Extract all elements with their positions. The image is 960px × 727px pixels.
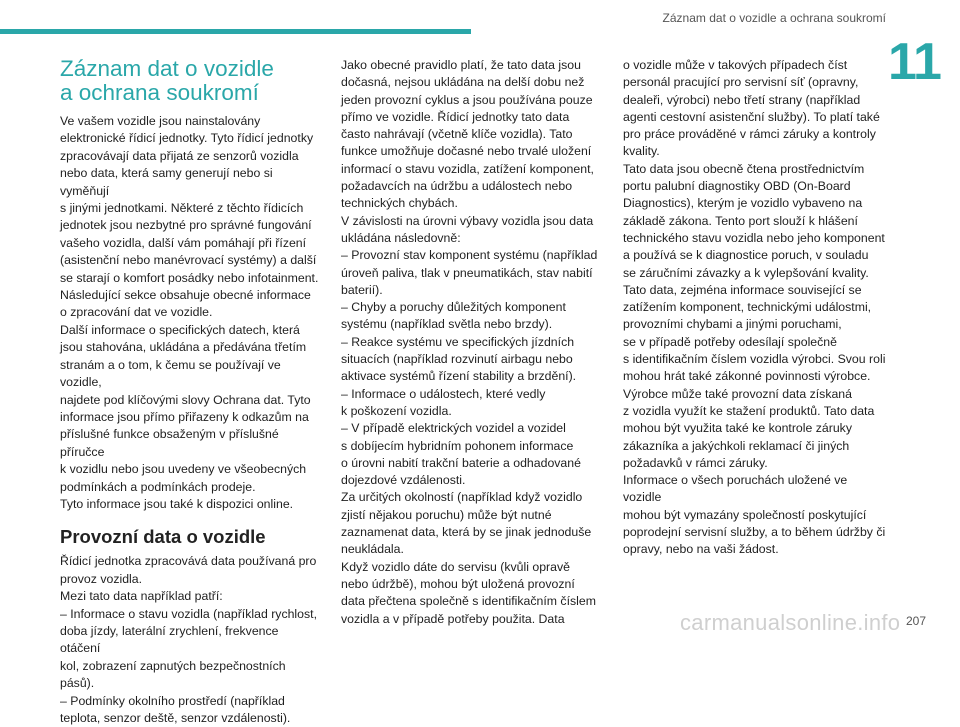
text-line: požadavků v rámci záruky. xyxy=(623,455,768,470)
text-line: vozidla a v případě potřeby použita. Data xyxy=(341,611,565,626)
text-line: Tato data, zejména informace související se xyxy=(623,282,862,297)
text-line: k poškození vozidla. xyxy=(341,403,452,418)
text-line: často nahrávají (včetně klíče vozidla). Tato xyxy=(341,127,573,142)
text-line: V závislosti na úrovni výbavy vozidla jsou data xyxy=(341,213,594,228)
text-line: Za určitých okolností (například když vozidlo xyxy=(341,490,583,505)
text-line: teplota, senzor deště, senzor vzdálenosti). xyxy=(60,711,291,725)
text-line: data přečtena společně s identifikačním číslem xyxy=(341,594,596,609)
text-line: o úrovni nabití trakční baterie a odhadované xyxy=(341,455,581,470)
text-line: stranám a o tom, k čemu se používají ve vozidle, xyxy=(60,357,281,390)
text-line: Výrobce může také provozní data získaná xyxy=(623,386,852,401)
chapter-number: 11 xyxy=(888,33,941,91)
text-line: nebo údržbě), mohou být uložená provozní xyxy=(341,576,575,591)
text-line: zjistí nějakou poruchu) může být nutné xyxy=(341,507,552,522)
text-line: mohou být vymazány společností poskytující xyxy=(623,507,867,522)
text-line: Informace o všech poruchách uložené ve vozidle xyxy=(623,473,848,505)
header-accent-bar xyxy=(0,29,471,34)
text-line: technických chybách. xyxy=(341,196,458,211)
text-line: Následující sekce obsahuje obecné informace xyxy=(60,288,311,303)
text-line: Řídicí jednotka zpracovává data používaná pro xyxy=(60,554,317,569)
text-line: situacích (například rozvinutí airbagu nebo xyxy=(341,352,573,367)
subsection-title: Provozní data o vozidle xyxy=(60,526,266,548)
text-line: nebo data, která samy generují nebo si vyměňují xyxy=(60,166,273,198)
text-line: Další informace o specifických datech, která xyxy=(60,322,300,337)
text-line: s dobíjecím hybridním pohonem informace xyxy=(341,438,574,453)
text-line: o zpracování dat ve vozidle. xyxy=(60,305,213,320)
text-line: funkce umožňuje dočasné nebo trvalé uložení xyxy=(341,144,592,159)
text-line: s identifikačním číslem vozidla výrobci. Svou roli xyxy=(623,352,886,367)
text-line: opravy, nebo na vaši žádost. xyxy=(623,542,779,557)
text-line: Mezi tato data například patří: xyxy=(60,589,223,604)
text-line: – Reakce systému ve specifických jízdních xyxy=(341,334,575,349)
column-2 xyxy=(341,57,606,628)
text-line: dealeři, výrobci) nebo třetí strany (například xyxy=(623,92,861,107)
text-line: zákazníka a jakýchkoli reklamací či jiných xyxy=(623,438,850,453)
text-line: přímo ve vozidle. Řídicí jednotky tato data xyxy=(341,109,570,124)
text-line: aktivace systémů řízení stability a brzdění). xyxy=(341,369,577,384)
column-3-text xyxy=(623,57,887,559)
text-line: se záručními závazky a k vylepšování kvality. xyxy=(623,265,869,280)
text-line: Tyto informace jsou také k dispozici online. xyxy=(60,496,294,511)
text-line: Ve vašem vozidle jsou nainstalovány xyxy=(60,114,261,128)
text-line: Tato data jsou obecně čtena prostřednictvím xyxy=(623,161,865,176)
text-line: – Informace o stavu vozidla (například rychlost, xyxy=(60,606,317,621)
text-line: doba jízdy, laterální zrychlení, frekvence otáčení xyxy=(60,623,279,656)
text-line: (asistenční nebo manévrovací systémy) a další xyxy=(60,253,317,268)
page-number: 207 xyxy=(906,614,927,628)
text-line: personál pracující pro servisní síť (opravny, xyxy=(623,75,859,90)
text-line: informací o stavu vozidla, zatížení komponent, xyxy=(341,161,594,176)
text-line: kol, zobrazení zapnutých bezpečnostních pásů). xyxy=(60,658,286,691)
text-line: zatížením komponent, technickými událostmi, xyxy=(623,300,872,315)
section-title-line-1: Záznam dat o vozidle xyxy=(60,56,274,81)
text-line: – Podmínky okolního prostředí (například xyxy=(60,693,285,708)
intro-text xyxy=(60,113,322,513)
text-line: baterií). xyxy=(341,282,383,297)
watermark: carmanualsonline.info xyxy=(680,610,901,635)
text-line: se starají o komfort posádky nebo infotainment. xyxy=(60,270,319,285)
text-line: dojezdové vzdálenosti. xyxy=(341,473,466,488)
text-line: o vozidle může v takových případech číst xyxy=(623,58,848,72)
text-line: systému (například světla nebo brzdy). xyxy=(341,317,553,332)
text-line: vašeho vozidla, další vám pomáhají při řízení xyxy=(60,235,307,250)
column-1 xyxy=(60,57,322,727)
text-line: pro práce prováděné v rámci záruky a kontroly xyxy=(623,127,876,142)
running-header: Záznam dat o vozidle a ochrana soukromí xyxy=(662,11,886,25)
text-line: poprodejní servisní služby, a to během údržby či xyxy=(623,525,886,540)
text-line: s jinými jednotkami. Některé z těchto řídicích xyxy=(60,201,304,216)
text-line: ukládána následovně: xyxy=(341,230,461,245)
section-title-line-2: a ochrana soukromí xyxy=(60,80,259,105)
text-line: z vozidla využít ke stažení produktů. Tato data xyxy=(623,403,875,418)
column-3 xyxy=(623,57,887,559)
text-line: – Chyby a poruchy důležitých komponent xyxy=(341,300,566,315)
text-line: mohou být využita také ke kontrole záruky xyxy=(623,421,852,436)
text-line: k vozidlu nebo jsou uvedeny ve všeobecných xyxy=(60,462,307,477)
text-line: provozními chybami a jinými poruchami, xyxy=(623,317,842,332)
text-line: podmínkách a podmínkách prodeje. xyxy=(60,479,256,494)
text-line: a používá se k diagnostice poruch, v souladu xyxy=(623,248,869,263)
text-line: provoz vozidla. xyxy=(60,571,143,586)
text-line: Jako obecné pravidlo platí, že tato data jsou xyxy=(341,58,581,72)
text-line: příslušné funkce obsaženým v příslušné příručce xyxy=(60,427,279,459)
text-line: jednotek jsou nezbytné pro správné fungování xyxy=(60,218,312,233)
text-line: – Informace o událostech, které vedly xyxy=(341,386,546,401)
text-line: úroveň paliva, tlak v pneumatikách, stav nabití xyxy=(341,265,593,280)
text-line: portu palubní diagnostiky OBD (On-Board xyxy=(623,179,851,194)
text-line: jsou stahována, ukládána a předávána třetím xyxy=(60,340,307,355)
operating-data-text xyxy=(60,553,322,727)
text-line: neukládala. xyxy=(341,542,404,557)
text-line: dočasná, nejsou ukládána na delší dobu než xyxy=(341,75,585,90)
text-line: Když vozidlo dáte do servisu (kvůli opravě xyxy=(341,559,570,574)
text-line: informace jsou přímo přiřazeny k odkazům na xyxy=(60,409,309,424)
section-title xyxy=(60,57,322,105)
text-line: – V případě elektrických vozidel a vozidel xyxy=(341,421,566,436)
text-line: technického stavu vozidla nebo jeho komponent xyxy=(623,230,885,245)
text-line: elektronické řídicí jednotky. Tyto řídicí jednotky xyxy=(60,131,314,146)
column-2-text xyxy=(341,57,606,628)
text-line: zpracovávají data přijatá ze senzorů vozidla xyxy=(60,148,299,163)
text-line: agenti cestovní asistenční služby). To platí také xyxy=(623,109,880,124)
text-line: se v případě potřeby odesílají společně xyxy=(623,334,837,349)
text-line: jeden provozní cyklus a jsou používána pouze xyxy=(341,92,593,107)
text-line: mohou hrát také zákonné povinnosti výrobce. xyxy=(623,369,871,384)
text-line: požadavcích na údržbu a událostech nebo xyxy=(341,179,573,194)
text-line: – Provozní stav komponent systému (například xyxy=(341,248,598,263)
text-line: základě zákona. Tento port slouží k hlášení xyxy=(623,213,858,228)
text-line: zaznamenat data, která by se jinak jednoduše xyxy=(341,525,592,540)
text-line: Diagnostics), kterým je vozidlo vybaveno na xyxy=(623,196,863,211)
text-line: kvality. xyxy=(623,144,660,159)
text-line: najdete pod klíčovými slovy Ochrana dat. Tyto xyxy=(60,392,311,407)
